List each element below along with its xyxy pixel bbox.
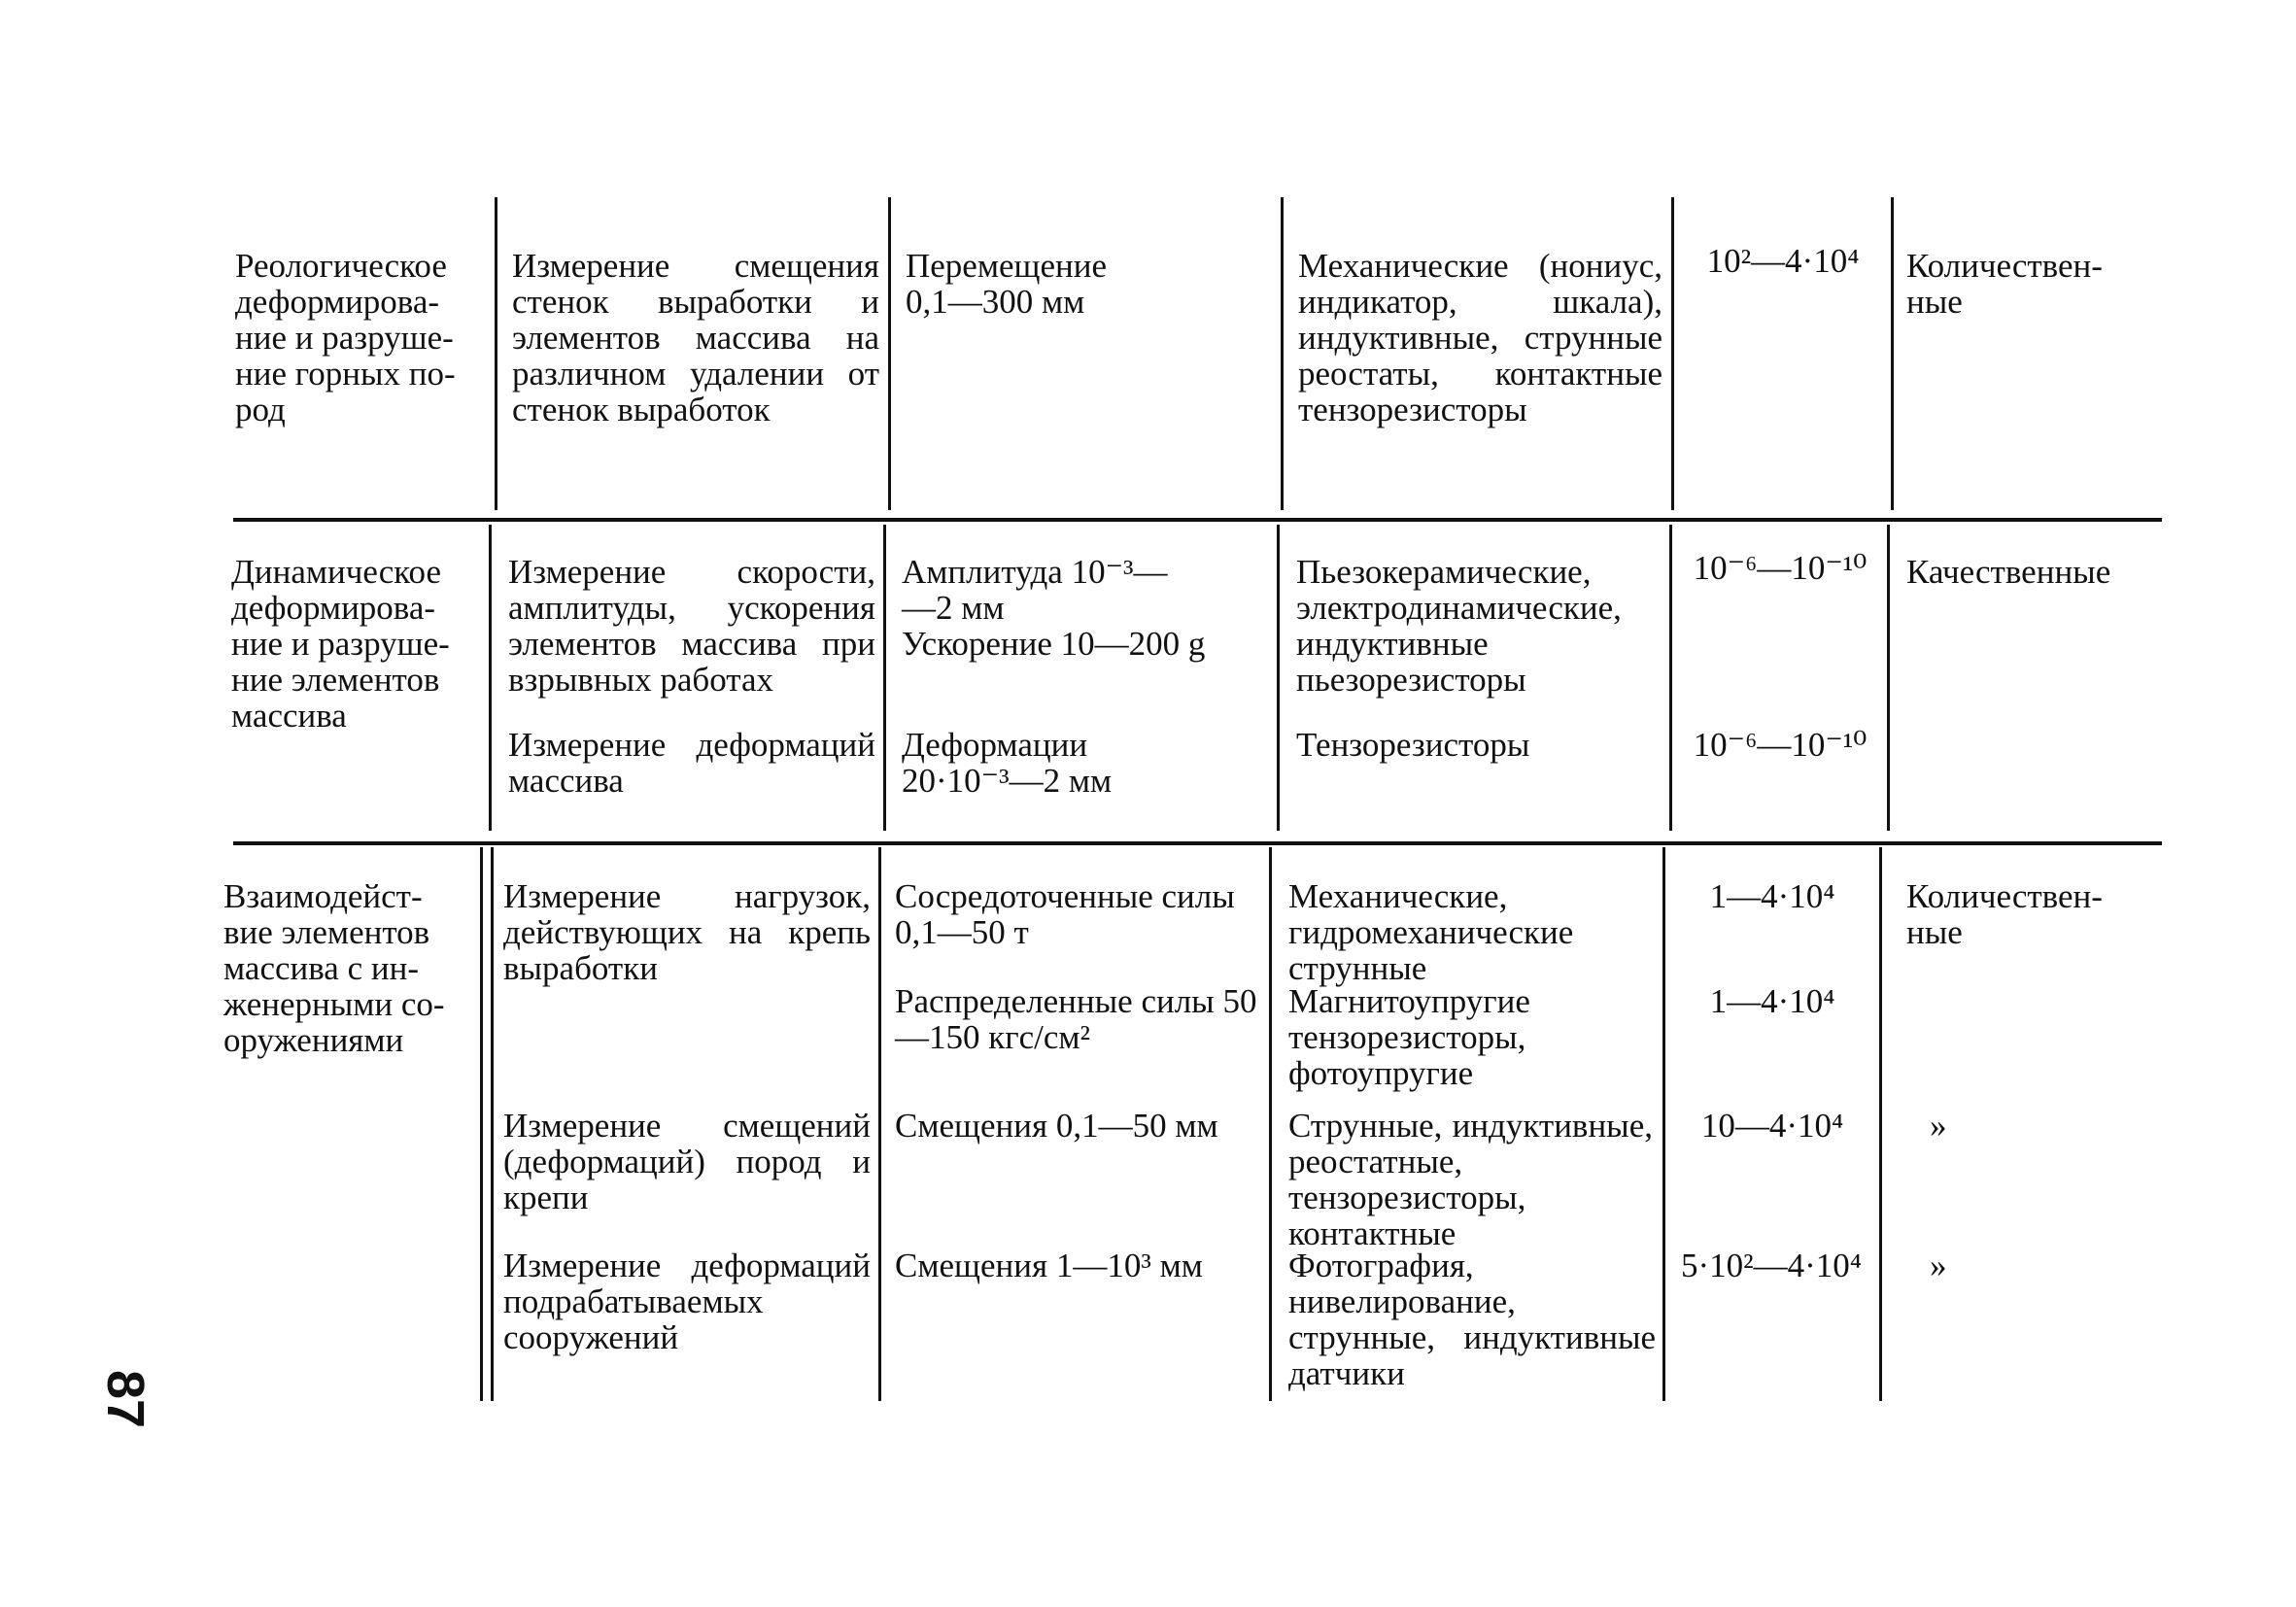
- sensors-cell: Пьезокерамические, электродинамические, индуктивные пьезорезисторы: [1296, 553, 1622, 699]
- range-cell: 10²—4·10⁴: [1706, 242, 1860, 280]
- sensors-cell: Механические, гидромеханические струнные: [1288, 877, 1574, 987]
- column-divider: [489, 525, 492, 831]
- ditto-mark: »: [1930, 1107, 1947, 1145]
- range-cell: 1—4·10⁴: [1709, 877, 1835, 915]
- parameter-cell: Смещения 1—10³ мм: [895, 1247, 1203, 1284]
- phenomenon-cell: Динамическое деформирова- ние и разруше- ние элементов массива: [231, 553, 450, 735]
- ditto-mark: »: [1930, 1247, 1947, 1284]
- phenomenon-cell: Взаимодейст- вие элементов массива с ин- женерными со- оружениями: [223, 877, 445, 1059]
- column-divider: [1879, 847, 1882, 1401]
- parameter-cell: Смещения 0,1—50 мм: [895, 1107, 1218, 1145]
- parameter-cell: Сосредоточенные силы 0,1—50 т: [895, 877, 1235, 951]
- column-divider: [1281, 197, 1284, 510]
- column-divider: [495, 197, 497, 510]
- page-number: 87: [96, 1370, 154, 1429]
- column-divider: [1671, 197, 1674, 510]
- parameter-cell: Деформации 20·10⁻³—2 мм: [902, 726, 1113, 800]
- sensors-cell: Магнитоупругие тензорезисторы, фотоупругие: [1288, 982, 1530, 1092]
- task-cell: Измерение скорости, амплитуды, ускорения элементов массива при взрывных работах: [508, 553, 875, 699]
- task-cell: Измерение нагрузок, действующих на крепь выработки: [503, 877, 871, 987]
- column-divider: [480, 847, 483, 1401]
- parameter-cell: Распределенные силы 50—150 кгс/см²: [895, 982, 1257, 1056]
- range-cell: 10⁻⁶—10⁻¹⁰: [1693, 549, 1868, 587]
- column-divider: [878, 847, 881, 1401]
- sensors-cell: Механические (нониус, индикатор, шкала), индуктивные, струнные реостаты, контактные тензорезисторы: [1298, 247, 1662, 428]
- sensors-cell: Тензорезисторы: [1296, 726, 1530, 764]
- task-cell: Измерение деформаций подрабатываемых сооружений: [503, 1247, 871, 1356]
- column-divider: [491, 847, 494, 1401]
- sensors-cell: Струнные, индуктивные, реостатные, тензорезисторы, контактные: [1288, 1107, 1653, 1252]
- task-cell: Измерение деформаций массива: [508, 726, 875, 800]
- column-divider: [1669, 525, 1672, 831]
- task-cell: Измерение смещений (деформаций) пород и крепи: [503, 1107, 871, 1216]
- column-divider: [1277, 525, 1280, 831]
- parameter-cell: Перемещение 0,1—300 мм: [906, 247, 1108, 321]
- row-divider: [233, 841, 2162, 845]
- range-cell: 10⁻⁶—10⁻¹⁰: [1693, 726, 1868, 764]
- character-cell: Качественные: [1906, 553, 2111, 591]
- character-cell: Количествен- ные: [1906, 877, 2103, 951]
- sensors-cell: Фотография, нивелирование, струнные, индуктивные датчики: [1288, 1247, 1656, 1392]
- column-divider: [888, 197, 891, 510]
- range-cell: 10—4·10⁴: [1700, 1107, 1844, 1145]
- row-divider: [233, 518, 2162, 522]
- range-cell: 5·10²—4·10⁴: [1680, 1247, 1862, 1284]
- parameter-cell: Амплитуда 10⁻³— —2 мм Ускорение 10—200 g: [902, 553, 1206, 663]
- column-divider: [1662, 847, 1665, 1401]
- column-divider: [1269, 847, 1272, 1401]
- character-cell: Количествен- ные: [1906, 247, 2103, 321]
- task-cell: Измерение смещения стенок выработки и элементов массива на различном удалении от стенок выработок: [512, 247, 879, 428]
- column-divider: [883, 525, 886, 831]
- column-divider: [1891, 197, 1894, 510]
- range-cell: 1—4·10⁴: [1709, 982, 1835, 1020]
- phenomenon-cell: Реологическое деформирова- ние и разруше- ние горных по- род: [235, 247, 456, 428]
- column-divider: [1887, 525, 1890, 831]
